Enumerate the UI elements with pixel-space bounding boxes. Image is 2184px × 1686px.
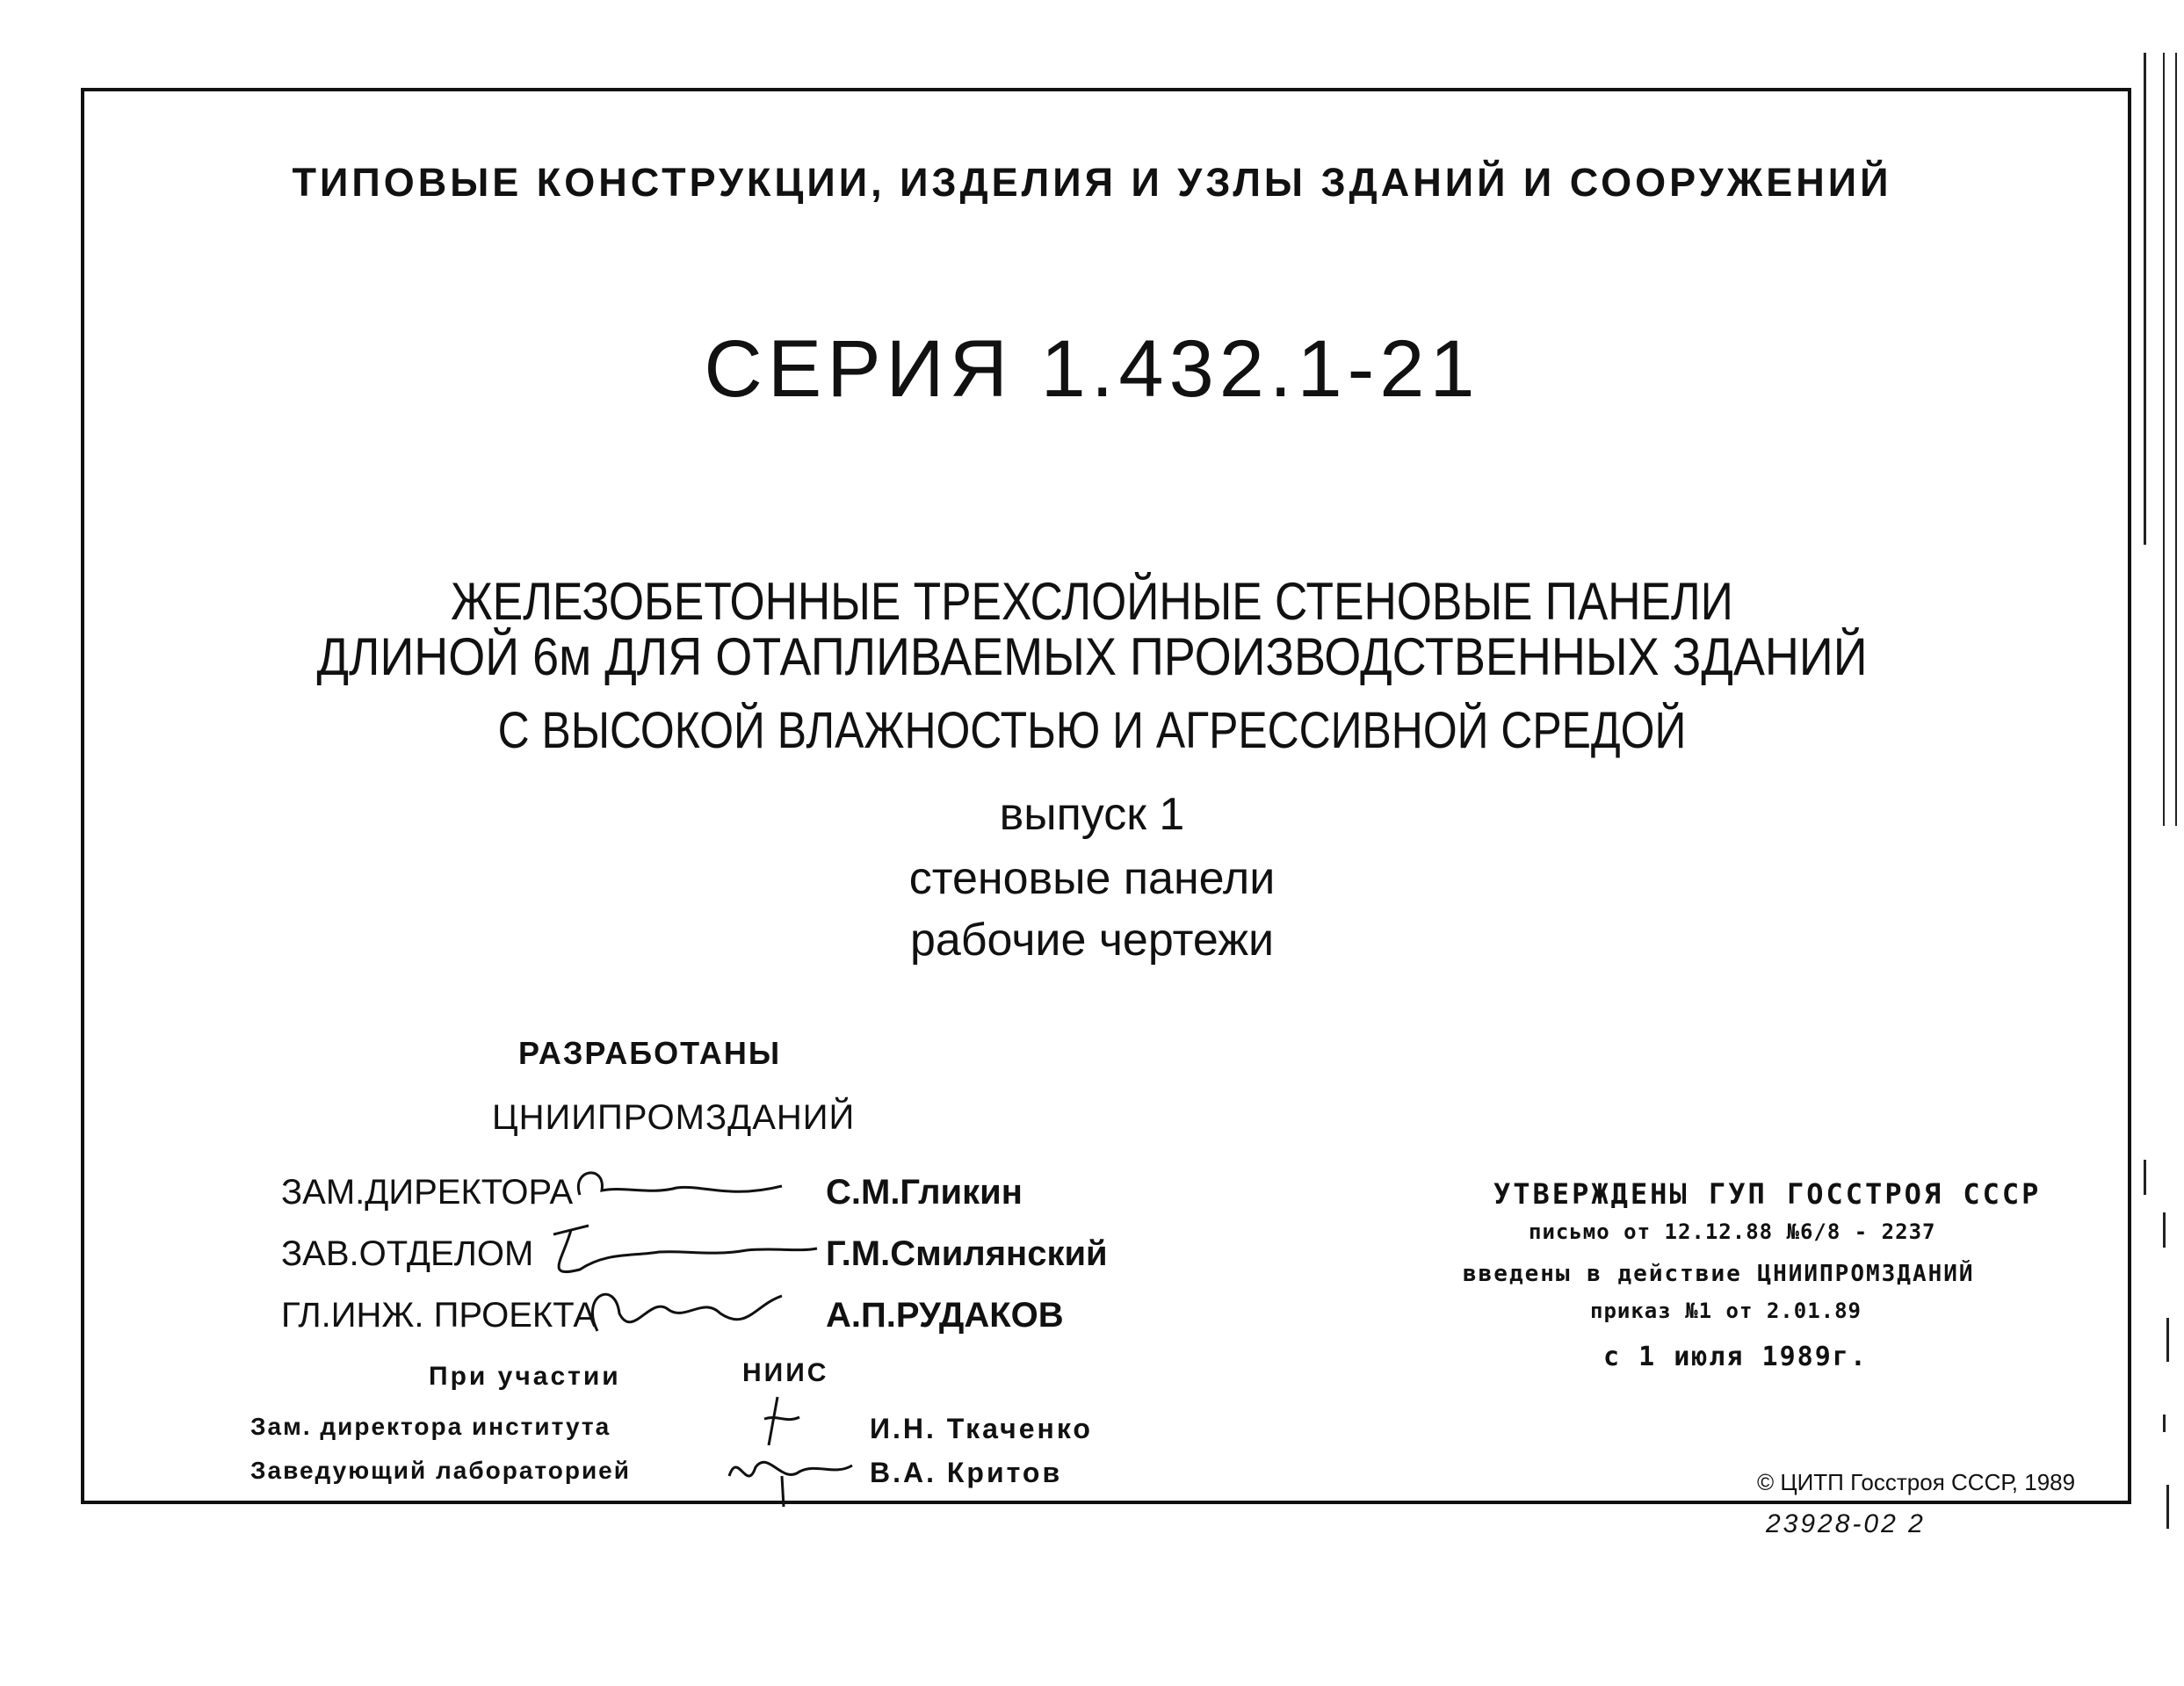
signatory-name: Г.М.Смилянский: [826, 1234, 1108, 1273]
approval-line: УТВЕРЖДЕНЫ ГУП ГОССТРОЯ СССР: [1493, 1177, 2042, 1211]
participation-label: При участии: [429, 1362, 621, 1391]
signatory-role: ГЛ.ИНЖ. ПРОЕКТА: [281, 1296, 597, 1335]
margin-line: [2163, 1212, 2166, 1248]
signature-image: [720, 1441, 861, 1511]
developed-label: РАЗРАБОТАНЫ: [518, 1035, 782, 1071]
signatory-role: ЗАВ.ОТДЕЛОМ: [281, 1234, 534, 1273]
issue-number: выпуск 1: [999, 789, 1185, 840]
document-code: 23928-02 2: [1766, 1509, 1926, 1538]
signatory-name: С.М.Гликин: [826, 1173, 1023, 1212]
margin-line: [2144, 53, 2146, 545]
title-line-3: С ВЫСОКОЙ ВЛАЖНОСТЬЮ И АГРЕССИВНОЙ СРЕДОЙ: [497, 702, 1687, 759]
participation-org: НИИС: [742, 1358, 829, 1387]
signature-image: [536, 1217, 826, 1287]
margin-line: [2166, 1318, 2169, 1362]
participant-name: В.А. Критов: [870, 1457, 1063, 1488]
series-number: СЕРИЯ 1.432.1-21: [704, 324, 1480, 414]
subtitle-drawings: рабочие чертежи: [909, 915, 1275, 966]
approval-line: письмо от 12.12.88 №6/8 - 2237: [1529, 1219, 1936, 1244]
subtitle-panels: стеновые панели: [908, 853, 1276, 904]
approval-line: приказ №1 от 2.01.89: [1590, 1299, 1862, 1323]
signatory-role: ЗАМ.ДИРЕКТОРА: [281, 1173, 574, 1212]
series-header: ТИПОВЫЕ КОНСТРУКЦИИ, ИЗДЕЛИЯ И УЗЛЫ ЗДАНИЙ И СООРУЖЕНИЙ: [292, 160, 1892, 205]
margin-line: [2144, 1160, 2146, 1195]
approval-line: с 1 июля 1989г.: [1603, 1342, 1868, 1372]
participant-role: Заведующий лабораторией: [250, 1457, 631, 1484]
title-line-1: ЖЕЛЕЗОБЕТОННЫЕ ТРЕХСЛОЙНЫЕ СТЕНОВЫЕ ПАНЕЛИ: [451, 572, 1733, 631]
signature-image: [571, 1160, 791, 1212]
participant-role: Зам. директора института: [250, 1413, 611, 1440]
signature-image: [580, 1278, 791, 1349]
approval-line: введены в действие ЦНИИПРОМЗДАНИЙ: [1463, 1261, 1975, 1287]
developer-org: ЦНИИПРОМЗДАНИЙ: [492, 1098, 856, 1137]
copyright: © ЦИТП Госстроя СССР, 1989: [1757, 1469, 2076, 1495]
margin-line: [2166, 1485, 2169, 1529]
title-line-2: ДЛИНОЙ 6м ДЛЯ ОТАПЛИВАЕМЫХ ПРОИЗВОДСТВЕННЫХ ЗДАНИЙ: [316, 627, 1868, 686]
signatory-name: А.П.РУДАКОВ: [826, 1296, 1064, 1335]
participant-name: И.Н. Ткаченко: [870, 1413, 1093, 1444]
margin-line: [2163, 1415, 2166, 1432]
